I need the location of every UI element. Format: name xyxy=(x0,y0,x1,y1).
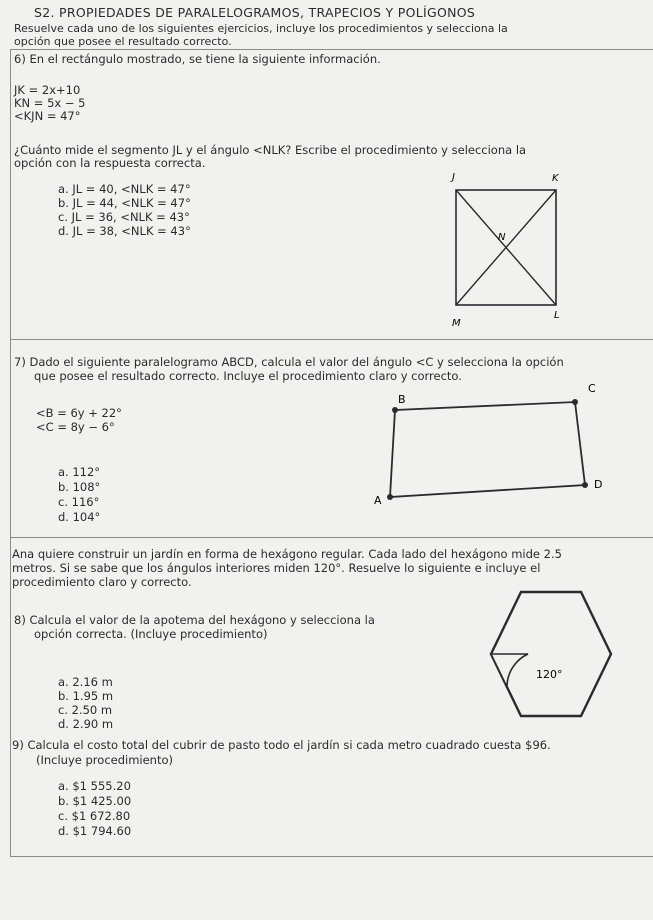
q7-option-c[interactable]: c. 116° xyxy=(58,495,100,509)
vertex-label-b: B xyxy=(398,393,406,406)
vertex-c xyxy=(572,399,578,405)
q9-line-1: 9) Calcula el costo total del cubrir de pasto todo el jardín si cada metro cuadrado cuesta $96. xyxy=(12,738,551,752)
q6-question-line-2: opción con la respuesta correcta. xyxy=(14,156,206,170)
garden-line-3: procedimiento claro y correcto. xyxy=(12,575,192,589)
q7-given-2: <C = 8y − 6° xyxy=(36,420,115,434)
q8-option-a[interactable]: a. 2.16 m xyxy=(58,675,113,689)
q6-option-b[interactable]: b. JL = 44, <NLK = 47° xyxy=(58,196,191,210)
q6-given-1: JK = 2x+10 xyxy=(14,83,81,97)
q6-option-a[interactable]: a. JL = 40, <NLK = 47° xyxy=(58,182,191,196)
divider xyxy=(10,537,653,538)
angle-arc xyxy=(491,654,528,687)
divider xyxy=(10,856,653,857)
q8-option-d[interactable]: d. 2.90 m xyxy=(58,717,114,731)
q6-given-2: KN = 5x − 5 xyxy=(14,96,86,110)
hexagon-diagram xyxy=(476,586,626,731)
q8-option-b[interactable]: b. 1.95 m xyxy=(58,689,114,703)
left-border xyxy=(10,49,11,856)
q8-line-2: opción correcta. (Incluye procedimiento) xyxy=(34,627,268,641)
vertex-label-m: M xyxy=(452,318,461,328)
q8-option-c[interactable]: c. 2.50 m xyxy=(58,703,113,717)
vertex-d xyxy=(582,482,588,488)
q6-option-d[interactable]: d. JL = 38, <NLK = 43° xyxy=(58,224,191,238)
q7-option-a[interactable]: a. 112° xyxy=(58,465,101,479)
vertex-label-n: N xyxy=(498,232,506,243)
garden-line-1: Ana quiere construir un jardín en forma de hexágono regular. Cada lado del hexágono mide 2.5 xyxy=(12,547,562,561)
vertex-a xyxy=(387,494,393,500)
divider xyxy=(10,339,653,340)
q9-option-d[interactable]: d. $1 794.60 xyxy=(58,824,132,838)
q7-option-d[interactable]: d. 104° xyxy=(58,510,101,524)
q6-question-line-1: ¿Cuánto mide el segmento JL y el ángulo <NLK? Escribe el procedimiento y selecciona la xyxy=(14,143,527,157)
instructions-line-2: opción que posee el resultado correcto. xyxy=(14,35,232,48)
section-title: S2. PROPIEDADES DE PARALELOGRAMOS, TRAPECIOS Y POLÍGONOS xyxy=(34,5,476,20)
vertex-label-a: A xyxy=(374,494,382,507)
instructions-line-1: Resuelve cada uno de los siguientes ejercicios, incluye los procedimientos y selecciona la xyxy=(14,22,508,35)
q7-given-1: <B = 6y + 22° xyxy=(36,406,122,420)
vertex-label-j: J xyxy=(452,172,455,183)
angle-label: 120° xyxy=(536,668,563,681)
q6-intro: 6) En el rectángulo mostrado, se tiene la siguiente información. xyxy=(14,52,381,66)
q6-option-c[interactable]: c. JL = 36, <NLK = 43° xyxy=(58,210,190,224)
q7-line-2: que posee el resultado correcto. Incluye el procedimiento claro y correcto. xyxy=(34,369,462,383)
vertex-label-k: K xyxy=(552,173,559,184)
garden-line-2: metros. Si se sabe que los ángulos interiores miden 120°. Resuelve lo siguiente e incluye el xyxy=(12,561,541,575)
vertex-b xyxy=(392,407,398,413)
q9-option-a[interactable]: a. $1 555.20 xyxy=(58,779,131,793)
vertex-label-c: C xyxy=(588,382,596,395)
parallelogram-diagram xyxy=(360,380,620,510)
q9-line-2: (Incluye procedimiento) xyxy=(36,753,174,767)
q7-option-b[interactable]: b. 108° xyxy=(58,480,101,494)
q9-option-b[interactable]: b. $1 425.00 xyxy=(58,794,132,808)
q8-line-1: 8) Calcula el valor de la apotema del hexágono y selecciona la xyxy=(14,613,375,627)
q7-line-1: 7) Dado el siguiente paralelogramo ABCD, calcula el valor del ángulo <C y selecciona la opción xyxy=(14,355,564,369)
rectangle-diagram xyxy=(440,168,590,328)
parallelogram-abcd xyxy=(390,402,585,497)
q9-option-c[interactable]: c. $1 672.80 xyxy=(58,809,131,823)
vertex-label-l: L xyxy=(554,310,560,321)
vertex-label-d: D xyxy=(594,478,603,491)
divider xyxy=(10,49,653,50)
q6-given-3: <KJN = 47° xyxy=(14,109,81,123)
